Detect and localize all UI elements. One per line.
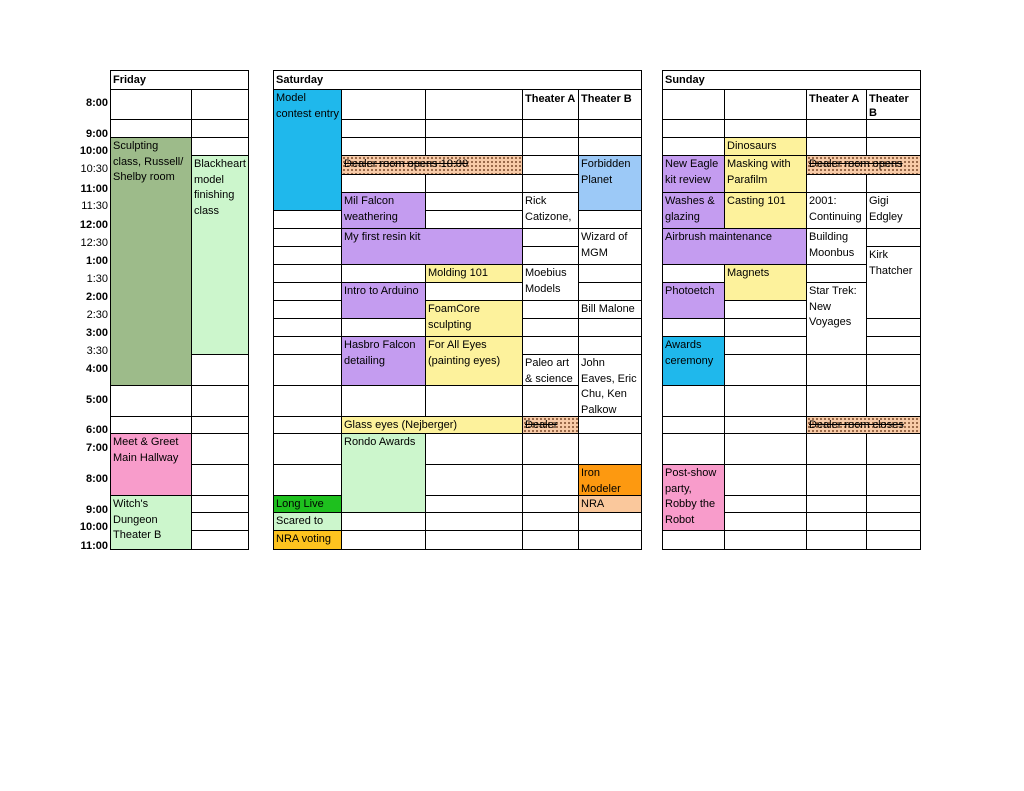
time-label: 5:00 bbox=[85, 394, 108, 406]
grid-cell bbox=[807, 120, 867, 138]
grid-cell bbox=[274, 337, 342, 355]
grid-cell bbox=[725, 465, 807, 496]
time-label: 9:00 bbox=[85, 504, 108, 516]
grid-cell bbox=[274, 434, 342, 465]
schedule-event: Gigi Edgley bbox=[866, 192, 921, 229]
schedule-event: For All Eyes (painting eyes) bbox=[425, 336, 523, 386]
grid-cell bbox=[725, 434, 807, 465]
day-title-friday: Friday bbox=[113, 74, 147, 86]
schedule-event: Model contest entry bbox=[273, 89, 342, 211]
time-label: 7:00 bbox=[85, 442, 108, 454]
grid-cell bbox=[523, 175, 579, 193]
grid-cell bbox=[807, 434, 867, 465]
grid-cell bbox=[663, 90, 725, 120]
schedule-event: Witch's Dungeon Theater B bbox=[110, 495, 192, 550]
grid-cell bbox=[867, 496, 921, 513]
schedule-event: Building Moonbus bbox=[806, 228, 867, 265]
grid-cell bbox=[807, 138, 867, 156]
grid-cell bbox=[807, 496, 867, 513]
grid-cell bbox=[579, 265, 642, 283]
grid-cell bbox=[579, 513, 642, 531]
day-title-saturday: Saturday bbox=[276, 74, 324, 86]
grid-cell bbox=[807, 175, 867, 193]
grid-cell bbox=[274, 211, 342, 229]
grid-cell bbox=[426, 90, 523, 120]
grid-cell bbox=[807, 265, 867, 283]
grid-cell bbox=[663, 531, 725, 550]
grid-cell bbox=[867, 229, 921, 247]
grid-cell bbox=[807, 386, 867, 417]
schedule-event: Airbrush maintenance bbox=[662, 228, 807, 265]
grid-cell bbox=[725, 355, 807, 386]
grid-cell bbox=[523, 120, 579, 138]
grid-cell bbox=[523, 138, 579, 156]
grid-cell bbox=[426, 138, 523, 156]
grid-cell bbox=[867, 138, 921, 156]
column-header: Theater A bbox=[525, 93, 576, 105]
grid-cell bbox=[192, 120, 249, 138]
grid-cell bbox=[725, 496, 807, 513]
time-label: 3:30 bbox=[86, 345, 108, 357]
schedule-event: Hasbro Falcon detailing bbox=[341, 336, 426, 386]
grid-cell bbox=[579, 138, 642, 156]
grid-cell bbox=[192, 355, 249, 386]
grid-cell bbox=[426, 513, 523, 531]
time-label: 2:00 bbox=[85, 291, 108, 303]
grid-cell bbox=[426, 531, 523, 550]
grid-cell bbox=[725, 337, 807, 355]
grid-cell bbox=[342, 513, 426, 531]
schedule-event: Star Trek: New Voyages bbox=[806, 282, 867, 355]
grid-cell bbox=[807, 355, 867, 386]
schedule-event: Washes & glazing bbox=[662, 192, 725, 229]
schedule-event: Dealer room opens 10:00 bbox=[341, 155, 523, 175]
grid-cell bbox=[579, 319, 642, 337]
grid-cell bbox=[192, 465, 249, 496]
grid-cell bbox=[867, 531, 921, 550]
grid-cell bbox=[725, 319, 807, 337]
time-label: 8:00 bbox=[85, 97, 108, 109]
schedule-event: Sculpting class, Russell/ Shelby room bbox=[110, 137, 192, 386]
grid-cell bbox=[523, 301, 579, 319]
grid-cell bbox=[111, 386, 192, 417]
schedule-event: NRA voting bbox=[273, 530, 342, 550]
grid-cell bbox=[523, 156, 579, 175]
day-title-sunday: Sunday bbox=[665, 74, 705, 86]
grid-cell bbox=[192, 417, 249, 434]
grid-cell bbox=[663, 434, 725, 465]
grid-cell bbox=[523, 229, 579, 247]
schedule-event: New Eagle kit review bbox=[662, 155, 725, 193]
grid-cell bbox=[274, 229, 342, 247]
grid-cell bbox=[192, 138, 249, 156]
grid-cell bbox=[663, 265, 725, 283]
schedule-event: John Eaves, Eric Chu, Ken Palkow bbox=[578, 354, 642, 417]
grid-cell bbox=[867, 434, 921, 465]
schedule-event: Rondo Awards bbox=[341, 433, 426, 513]
grid-cell bbox=[274, 386, 342, 417]
schedule-event: Glass eyes (Nejberger) bbox=[341, 416, 523, 434]
schedule-event: Kirk Thatcher bbox=[866, 246, 921, 319]
grid-cell bbox=[426, 434, 523, 465]
schedule-event: Wizard of MGM bbox=[578, 228, 642, 265]
grid-cell bbox=[523, 531, 579, 550]
friday-grid bbox=[110, 70, 249, 550]
grid-cell bbox=[342, 120, 426, 138]
grid-cell bbox=[342, 175, 426, 193]
time-label: 11:30 bbox=[81, 200, 108, 212]
schedule-event: Masking with Parafilm bbox=[724, 155, 807, 193]
grid-cell bbox=[342, 319, 426, 337]
time-label: 10:30 bbox=[80, 163, 108, 175]
grid-cell bbox=[807, 465, 867, 496]
grid-cell bbox=[192, 434, 249, 465]
time-label: 12:00 bbox=[79, 219, 108, 231]
grid-cell bbox=[274, 247, 342, 265]
schedule-event: Bill Malone bbox=[578, 300, 642, 319]
grid-cell bbox=[867, 120, 921, 138]
time-label: 10:00 bbox=[79, 521, 108, 533]
grid-cell bbox=[523, 247, 579, 265]
grid-cell bbox=[725, 301, 807, 319]
schedule-event: Photoetch bbox=[662, 282, 725, 319]
schedule-event: Blackheart model finishing class bbox=[191, 155, 249, 355]
schedule-event: Dealer bbox=[522, 416, 579, 434]
time-label: 4:00 bbox=[85, 363, 108, 375]
schedule-event: Dinosaurs bbox=[724, 137, 807, 156]
schedule-event: Iron Modeler bbox=[578, 464, 642, 496]
grid-cell bbox=[426, 193, 523, 211]
grid-cell bbox=[867, 175, 921, 193]
grid-cell bbox=[663, 319, 725, 337]
schedule-event: Molding 101 bbox=[425, 264, 523, 283]
schedule-event: Long Live bbox=[273, 495, 342, 513]
schedule-event: Magnets bbox=[724, 264, 807, 301]
grid-cell bbox=[274, 283, 342, 301]
schedule-event: Paleo art & science bbox=[522, 354, 579, 386]
schedule-event: Casting 101 bbox=[724, 192, 807, 229]
grid-cell bbox=[274, 417, 342, 434]
grid-cell bbox=[663, 120, 725, 138]
schedule-event: Post-show party, Robby the Robot bbox=[662, 464, 725, 531]
grid-cell bbox=[111, 120, 192, 138]
grid-cell bbox=[192, 531, 249, 550]
grid-cell bbox=[725, 120, 807, 138]
time-label: 12:30 bbox=[80, 237, 108, 249]
grid-cell bbox=[342, 90, 426, 120]
schedule-event: Scared to bbox=[273, 512, 342, 531]
grid-cell bbox=[579, 417, 642, 434]
grid-cell bbox=[274, 355, 342, 386]
grid-cell bbox=[867, 319, 921, 337]
grid-cell bbox=[342, 531, 426, 550]
schedule-event: NRA bbox=[578, 495, 642, 513]
schedule-event: Dealer room closes bbox=[806, 416, 921, 434]
grid-cell bbox=[579, 337, 642, 355]
grid-cell bbox=[663, 417, 725, 434]
grid-cell bbox=[523, 337, 579, 355]
time-label: 11:00 bbox=[80, 183, 108, 195]
schedule-event: Mil Falcon weathering bbox=[341, 192, 426, 229]
schedule-event: Moebius Models bbox=[522, 264, 579, 301]
grid-cell bbox=[274, 319, 342, 337]
time-label: 3:00 bbox=[85, 327, 108, 339]
sunday-grid bbox=[662, 70, 921, 550]
time-label: 1:00 bbox=[85, 255, 108, 267]
grid-cell bbox=[807, 513, 867, 531]
grid-cell bbox=[867, 513, 921, 531]
grid-cell bbox=[426, 211, 523, 229]
grid-cell bbox=[523, 386, 579, 417]
grid-cell bbox=[192, 496, 249, 513]
grid-cell bbox=[725, 513, 807, 531]
saturday-grid bbox=[273, 70, 642, 550]
grid-cell bbox=[111, 90, 192, 120]
grid-cell bbox=[274, 265, 342, 283]
grid-cell bbox=[725, 417, 807, 434]
grid-cell bbox=[426, 175, 523, 193]
grid-cell bbox=[579, 283, 642, 301]
schedule-event: Dealer room opens bbox=[806, 155, 921, 175]
schedule-event: FoamCore sculpting bbox=[425, 300, 523, 337]
grid-cell bbox=[426, 283, 523, 301]
time-label: 6:00 bbox=[85, 424, 108, 436]
grid-cell bbox=[426, 496, 523, 513]
time-label: 8:00 bbox=[85, 473, 108, 485]
grid-cell bbox=[342, 138, 426, 156]
grid-cell bbox=[725, 386, 807, 417]
time-label: 1:30 bbox=[86, 273, 108, 285]
grid-cell bbox=[523, 496, 579, 513]
grid-cell bbox=[274, 301, 342, 319]
grid-cell bbox=[192, 90, 249, 120]
column-header: Theater B bbox=[581, 93, 632, 105]
grid-cell bbox=[426, 386, 523, 417]
grid-cell bbox=[192, 386, 249, 417]
schedule-event: Forbidden Planet bbox=[578, 155, 642, 211]
grid-cell bbox=[523, 434, 579, 465]
grid-cell bbox=[342, 386, 426, 417]
time-label: 10:00 bbox=[79, 145, 108, 157]
grid-cell bbox=[192, 513, 249, 531]
schedule-event: Rick Catizone, bbox=[522, 192, 579, 229]
column-header: Theater B bbox=[869, 93, 909, 119]
schedule-event: Intro to Arduino bbox=[341, 282, 426, 319]
grid-cell bbox=[579, 120, 642, 138]
grid-cell bbox=[663, 386, 725, 417]
grid-cell bbox=[867, 355, 921, 386]
grid-cell bbox=[663, 138, 725, 156]
grid-cell bbox=[807, 531, 867, 550]
grid-cell bbox=[579, 211, 642, 229]
grid-cell bbox=[426, 120, 523, 138]
grid-cell bbox=[274, 465, 342, 496]
schedule-event: Meet & Greet Main Hallway bbox=[110, 433, 192, 496]
schedule-event: Awards ceremony bbox=[662, 336, 725, 386]
grid-cell bbox=[426, 465, 523, 496]
grid-cell bbox=[523, 465, 579, 496]
grid-cell bbox=[579, 531, 642, 550]
time-label: 2:30 bbox=[86, 309, 108, 321]
time-label: 11:00 bbox=[80, 540, 108, 552]
column-header: Theater A bbox=[809, 93, 860, 105]
grid-cell bbox=[111, 417, 192, 434]
grid-cell bbox=[523, 513, 579, 531]
grid-cell bbox=[579, 434, 642, 465]
schedule-event: My first resin kit bbox=[341, 228, 523, 265]
time-label: 9:00 bbox=[85, 128, 108, 140]
grid-cell bbox=[867, 386, 921, 417]
grid-cell bbox=[342, 265, 426, 283]
grid-cell bbox=[523, 319, 579, 337]
grid-cell bbox=[867, 337, 921, 355]
grid-cell bbox=[867, 465, 921, 496]
grid-cell bbox=[725, 531, 807, 550]
grid-cell bbox=[725, 90, 807, 120]
schedule-event: 2001: Continuing bbox=[806, 192, 867, 229]
